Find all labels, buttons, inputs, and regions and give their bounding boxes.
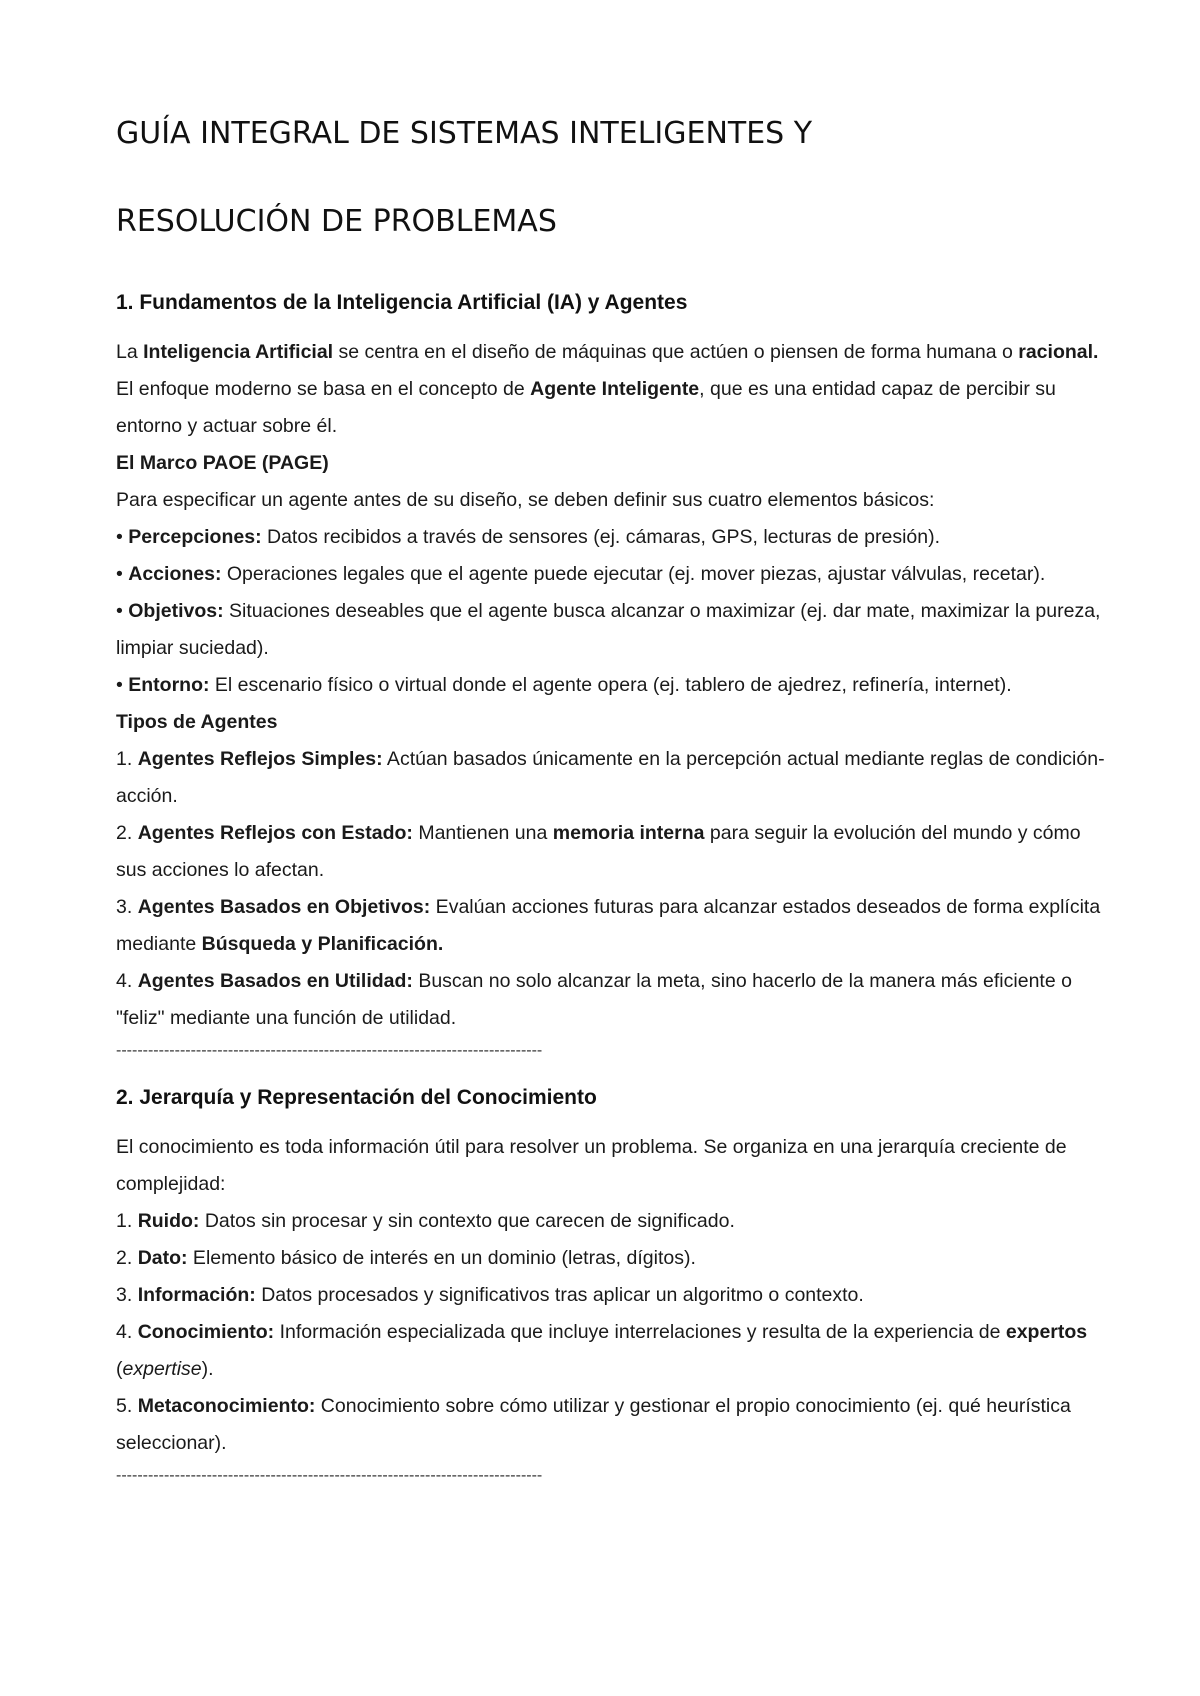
knowledge-item: [116, 1240, 1106, 1277]
paoe-text: El escenario físico o virtual donde el agente opera (ej. tablero de ajedrez, refinería, internet).: [209, 674, 1012, 696]
paoe-heading: El Marco PAOE (PAGE): [116, 452, 329, 474]
tipos-text: para seguir la evolución del mundo y cómo sus acciones lo afectan.: [116, 822, 1081, 881]
intro-text: , que es una entidad capaz de percibir su entorno y actuar sobre él.: [116, 378, 1056, 437]
section-2-heading: 2. Jerarquía y Representación del Conocimiento: [116, 1086, 597, 1109]
intro-text: La: [116, 341, 144, 363]
knowledge-text: Información especializada que incluye interrelaciones y resulta de la experiencia de: [274, 1321, 1006, 1343]
knowledge-text: Elemento básico de interés en un dominio (letras, dígitos).: [187, 1247, 696, 1269]
item-number: 4.: [116, 1321, 138, 1343]
knowledge-text: ).: [201, 1358, 214, 1380]
bullet: •: [116, 526, 129, 548]
tipos-term: Agentes Basados en Objetivos:: [137, 896, 431, 918]
bullet: •: [116, 600, 129, 622]
bullet: •: [116, 563, 129, 585]
knowledge-term: Metaconocimiento:: [137, 1395, 316, 1417]
section-separator: --------------------------------------------------------------------------------: [116, 1467, 543, 1484]
intro-bold-term: racional.: [1018, 341, 1099, 363]
paoe-item: [116, 519, 1106, 556]
paoe-term: Entorno:: [128, 674, 210, 696]
knowledge-bold-term: expertos: [1005, 1321, 1088, 1343]
knowledge-item: [116, 1314, 1106, 1388]
knowledge-text: Datos sin procesar y sin contexto que carecen de significado.: [199, 1210, 735, 1232]
item-number: 3.: [116, 896, 138, 918]
tipos-heading: Tipos de Agentes: [116, 711, 278, 733]
item-number: 2.: [116, 822, 138, 844]
intro-text: El enfoque moderno se basa en el concepto de: [116, 378, 531, 400]
knowledge-text: (: [116, 1358, 123, 1380]
knowledge-text: Conocimiento sobre cómo utilizar y gestionar el propio conocimiento (ej. qué heurística seleccionar).: [116, 1395, 1071, 1454]
item-number: 3.: [116, 1284, 138, 1306]
paoe-term: Objetivos:: [128, 600, 224, 622]
knowledge-term: Información:: [137, 1284, 256, 1306]
paoe-item: [116, 667, 1106, 704]
intro-bold-term: Inteligencia Artificial: [143, 341, 334, 363]
section-separator: --------------------------------------------------------------------------------: [116, 1042, 543, 1059]
tipos-text: Actúan basados únicamente en la percepción actual mediante reglas de condición-acción.: [116, 748, 1105, 807]
knowledge-item: [116, 1388, 1106, 1462]
intro-text: se centra en el diseño de máquinas que actúen o piensen de forma humana o: [333, 341, 1019, 363]
knowledge-term: Dato:: [137, 1247, 188, 1269]
paoe-intro: Para especificar un agente antes de su diseño, se deben definir sus cuatro elementos básicos:: [116, 489, 935, 511]
tipos-text: Buscan no solo alcanzar la meta, sino hacerlo de la manera más eficiente o "feliz" mediante una función de utilidad.: [116, 970, 1072, 1029]
document-title-line-2: RESOLUCIÓN DE PROBLEMAS: [116, 204, 557, 239]
knowledge-text: Datos procesados y significativos tras aplicar un algoritmo o contexto.: [255, 1284, 864, 1306]
item-number: 1.: [116, 1210, 138, 1232]
intro-bold-term: Agente Inteligente: [530, 378, 700, 400]
knowledge-item: [116, 1203, 1106, 1240]
item-number: 1.: [116, 748, 138, 770]
paoe-item: [116, 593, 1106, 667]
paoe-text: Situaciones deseables que el agente busca alcanzar o maximizar (ej. dar mate, maximizar la pureza, limpiar suciedad).: [116, 600, 1101, 659]
tipos-item: [116, 815, 1106, 889]
tipos-term: Agentes Basados en Utilidad:: [137, 970, 413, 992]
paoe-item: [116, 556, 1106, 593]
tipos-term: Agentes Reflejos Simples:: [137, 748, 383, 770]
knowledge-italic-term: expertise: [122, 1358, 202, 1380]
knowledge-term: Conocimiento:: [137, 1321, 275, 1343]
item-number: 5.: [116, 1395, 138, 1417]
section-1-heading: 1. Fundamentos de la Inteligencia Artificial (IA) y Agentes: [116, 291, 688, 314]
document-title-line-1: GUÍA INTEGRAL DE SISTEMAS INTELIGENTES Y: [116, 116, 813, 151]
document-content: [116, 112, 1106, 1490]
knowledge-term: Ruido:: [137, 1210, 200, 1232]
tipos-item: [116, 963, 1106, 1037]
item-number: 2.: [116, 1247, 138, 1269]
tipos-text: Mantienen una: [412, 822, 553, 844]
tipos-item: [116, 741, 1106, 815]
tipos-text: Evalúan acciones futuras para alcanzar estados deseados de forma explícita mediante: [116, 896, 1101, 955]
section-1-intro: [116, 334, 1106, 445]
paoe-term: Acciones:: [128, 563, 222, 585]
section-2-intro: El conocimiento es toda información útil para resolver un problema. Se organiza en una jerarquía creciente de complejidad:: [116, 1136, 1067, 1195]
tipos-term: Agentes Reflejos con Estado:: [137, 822, 413, 844]
paoe-text: Operaciones legales que el agente puede ejecutar (ej. mover piezas, ajustar válvulas, recetar).: [221, 563, 1046, 585]
paoe-text: Datos recibidos a través de sensores (ej. cámaras, GPS, lecturas de presión).: [261, 526, 941, 548]
tipos-bold-term: memoria interna: [552, 822, 705, 844]
tipos-bold-term: Búsqueda y Planificación.: [201, 933, 444, 955]
item-number: 4.: [116, 970, 138, 992]
knowledge-item: [116, 1277, 1106, 1314]
tipos-item: [116, 889, 1106, 963]
paoe-term: Percepciones:: [128, 526, 262, 548]
bullet: •: [116, 674, 129, 696]
